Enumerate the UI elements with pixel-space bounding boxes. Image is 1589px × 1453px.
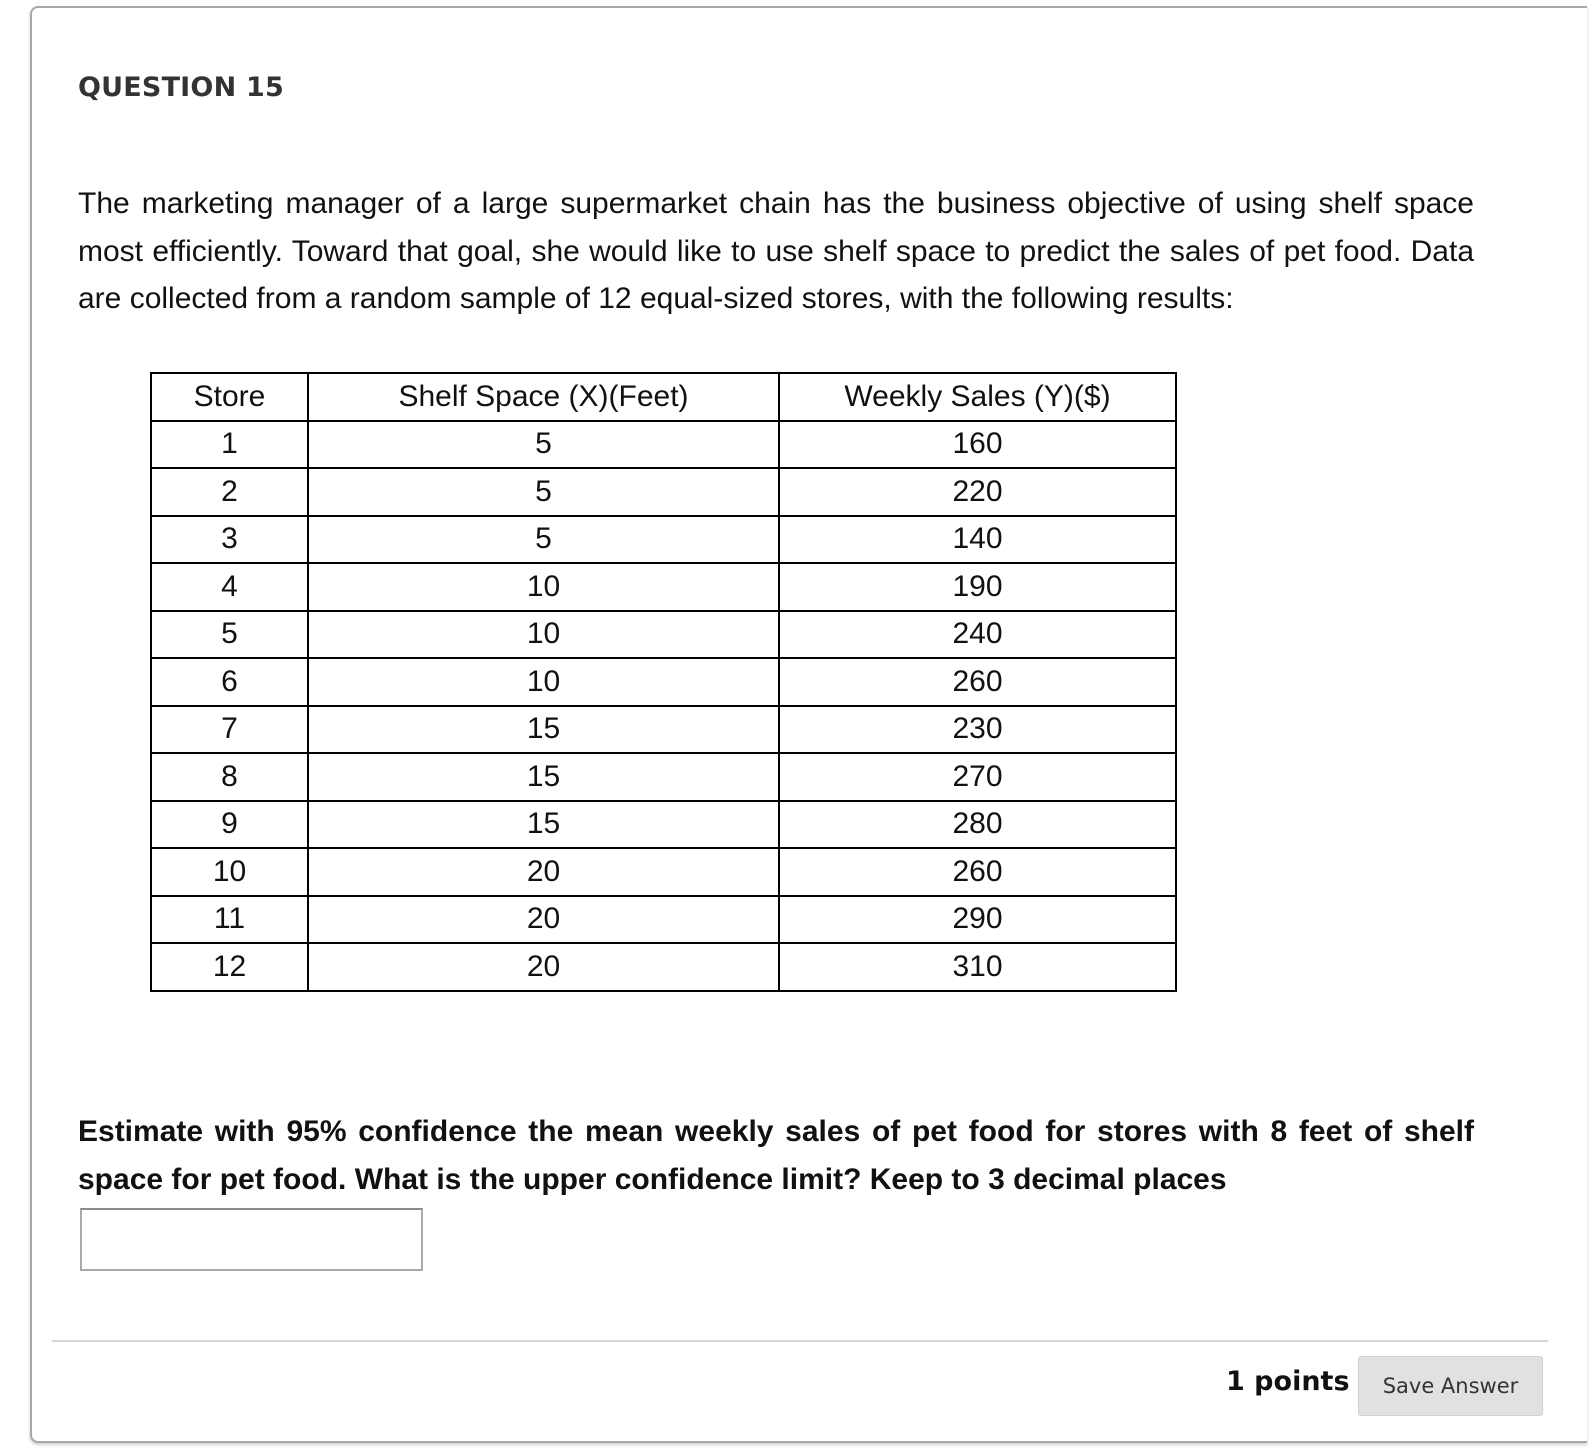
shelf-space-cell: 20: [308, 943, 779, 991]
weekly-sales-cell: 230: [779, 706, 1176, 754]
shelf-space-cell: 5: [308, 516, 779, 564]
store-cell: 7: [151, 706, 308, 754]
table-row: [151, 421, 1176, 469]
weekly-sales-cell: 190: [779, 563, 1176, 611]
shelf-space-cell: 15: [308, 706, 779, 754]
store-cell: 5: [151, 611, 308, 659]
shelf-space-cell: 5: [308, 421, 779, 469]
weekly-sales-cell: 240: [779, 611, 1176, 659]
store-cell: 11: [151, 896, 308, 944]
data-table: [150, 372, 1177, 992]
store-cell: 6: [151, 658, 308, 706]
table-header-row: [151, 373, 1176, 421]
weekly-sales-cell: 290: [779, 896, 1176, 944]
answer-input[interactable]: [80, 1208, 423, 1271]
column-header-shelf-space: Shelf Space (X)(Feet): [308, 373, 779, 421]
shelf-space-cell: 15: [308, 753, 779, 801]
weekly-sales-cell: 310: [779, 943, 1176, 991]
shelf-space-cell: 10: [308, 611, 779, 659]
store-cell: 9: [151, 801, 308, 849]
table-row: [151, 563, 1176, 611]
weekly-sales-cell: 160: [779, 421, 1176, 469]
table-row: [151, 801, 1176, 849]
table-row: [151, 706, 1176, 754]
table-row: [151, 943, 1176, 991]
shelf-space-cell: 20: [308, 848, 779, 896]
table-row: [151, 658, 1176, 706]
save-answer-button[interactable]: Save Answer: [1358, 1356, 1543, 1416]
weekly-sales-cell: 260: [779, 848, 1176, 896]
shelf-space-cell: 5: [308, 468, 779, 516]
shelf-space-cell: 10: [308, 658, 779, 706]
column-header-store: Store: [151, 373, 308, 421]
points-label: 1 points: [1226, 1366, 1350, 1397]
shelf-space-cell: 20: [308, 896, 779, 944]
store-cell: 12: [151, 943, 308, 991]
store-cell: 3: [151, 516, 308, 564]
store-cell: 10: [151, 848, 308, 896]
store-cell: 8: [151, 753, 308, 801]
weekly-sales-cell: 270: [779, 753, 1176, 801]
column-header-weekly-sales: Weekly Sales (Y)($): [779, 373, 1176, 421]
weekly-sales-cell: 140: [779, 516, 1176, 564]
store-cell: 1: [151, 421, 308, 469]
weekly-sales-cell: 280: [779, 801, 1176, 849]
weekly-sales-cell: 220: [779, 468, 1176, 516]
table-row: [151, 753, 1176, 801]
table-row: [151, 516, 1176, 564]
store-cell: 4: [151, 563, 308, 611]
shelf-space-cell: 15: [308, 801, 779, 849]
table-row: [151, 848, 1176, 896]
question-text: The marketing manager of a large supermarket chain has the business objective of using shelf space most efficiently. Toward that goal, she would like to use shelf space to predict the sales of pet food. Data are collected from a random sample of 12 equal-sized stores, with the following results:: [78, 187, 1474, 315]
question-prompt: Estimate with 95% confidence the mean weekly sales of pet food for stores with 8 feet of shelf space for pet food. What is the upper confidence limit? Keep to 3 decimal places: [78, 1115, 1474, 1196]
table-row: [151, 611, 1176, 659]
question-title: QUESTION 15: [78, 72, 284, 103]
table-row: [151, 896, 1176, 944]
footer-divider: [52, 1340, 1548, 1342]
shelf-space-cell: 10: [308, 563, 779, 611]
table-row: [151, 468, 1176, 516]
question-card: [30, 6, 1587, 1443]
weekly-sales-cell: 260: [779, 658, 1176, 706]
store-cell: 2: [151, 468, 308, 516]
